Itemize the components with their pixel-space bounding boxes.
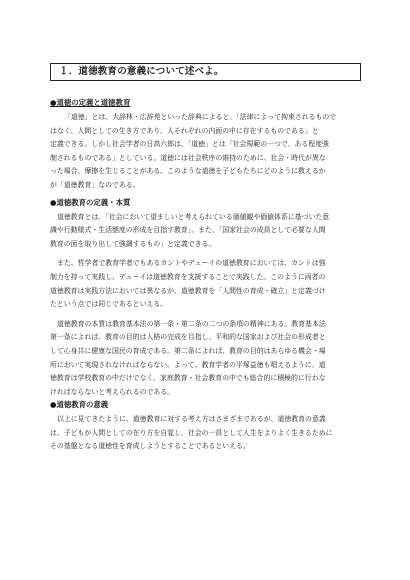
text-line: また、哲学者で教育学者でもあるカントやデューイの道徳教育においては、カントは強	[57, 259, 326, 268]
text-line: はなく、人間としての生き方であり、人それぞれの内面の中に存在するものである」と	[50, 126, 319, 135]
section-heading: ●道徳の定義と道徳教育	[50, 98, 131, 107]
section-significance	[50, 399, 362, 454]
section-essence	[50, 197, 362, 400]
paragraph	[50, 318, 362, 400]
text-line: 識や行動様式・生活態度の形成を目指す教育」、また、「国家社会の成員として必要な人間	[50, 226, 326, 235]
text-line: 教育の面を取り出して強調するもの」と定義できる。	[50, 239, 216, 248]
text-line: 道徳教育とは、「社会において望ましいと考えられている価値観や価値体系に基づいた意	[57, 212, 330, 221]
text-line: して心身共に健康な国民の育成である。第二条によれば、教育の目的はあらゆる機会・場	[50, 346, 326, 355]
text-line: 第一条によれば、教育の目的は人格の完成を目指し、平和的な国家および社会の形成者と	[50, 333, 326, 342]
text-line: 所において実現されなければならない。よって、教育学者の平塚益徳も唱えるように、道	[50, 360, 326, 369]
text-line: は、子どもが人間としての在り方を自覚し、社会の一員として人生をよりよく生きるために	[50, 428, 333, 437]
paragraph	[50, 211, 362, 252]
text-line: った場合、摩擦を生じることがある。このような道徳を子どもたちにどのように教えるか	[50, 167, 326, 176]
text-line: 道徳教育は実践方法においては異なるが、道徳教育を「人間性の育成・確立」と定義づけ	[50, 286, 326, 295]
section-definition	[50, 97, 362, 193]
text-line: 「道徳」とは、大辞林・広辞苑といった辞典によると、「法律によって拘束されるもので	[64, 113, 337, 121]
text-line: たという点では同じであるといえる。	[50, 300, 168, 309]
section-heading: ●道徳教育の定義・本質	[50, 197, 131, 207]
paragraph	[50, 111, 362, 193]
text-line: 制されるものである」としている。道徳には社会秩序の維持のために、社会・時代が異な	[50, 153, 326, 162]
text-line: 徳教育は学校教育の中だけでなく、家庭教育・社会教育の中でも総合的に積極的に行わな	[50, 374, 326, 383]
section-heading: ●道徳教育の意義	[50, 400, 109, 410]
text-line: が「道徳教育」なのである。	[50, 180, 140, 189]
paragraph	[50, 257, 362, 311]
text-line: 以上に見てきたように、道徳教育に対する考え方はさまざまであるが、道徳教育の意義	[57, 415, 326, 424]
paragraph	[50, 413, 362, 454]
question-title: １．道徳教育の意義について述べよ。	[50, 63, 361, 81]
text-line: 道徳教育の本質は教育基本法の第一条・第二条の二つの条項の精神にある。教育基本法	[57, 319, 326, 328]
text-line: 定義できる。しかし社会学者の日高六郎は、「道徳」とは「社会規範の一つで、ある程度強	[50, 140, 329, 149]
text-line: ければならないと考えられるのである。	[50, 387, 175, 396]
document-body	[50, 97, 362, 454]
text-line: その基盤となる道徳性を育成しようとすることであるといえる。	[50, 442, 250, 451]
text-line: 制力を持って実践し、デューイは道徳教育を支援することで実践した。このように両者の	[50, 272, 326, 281]
